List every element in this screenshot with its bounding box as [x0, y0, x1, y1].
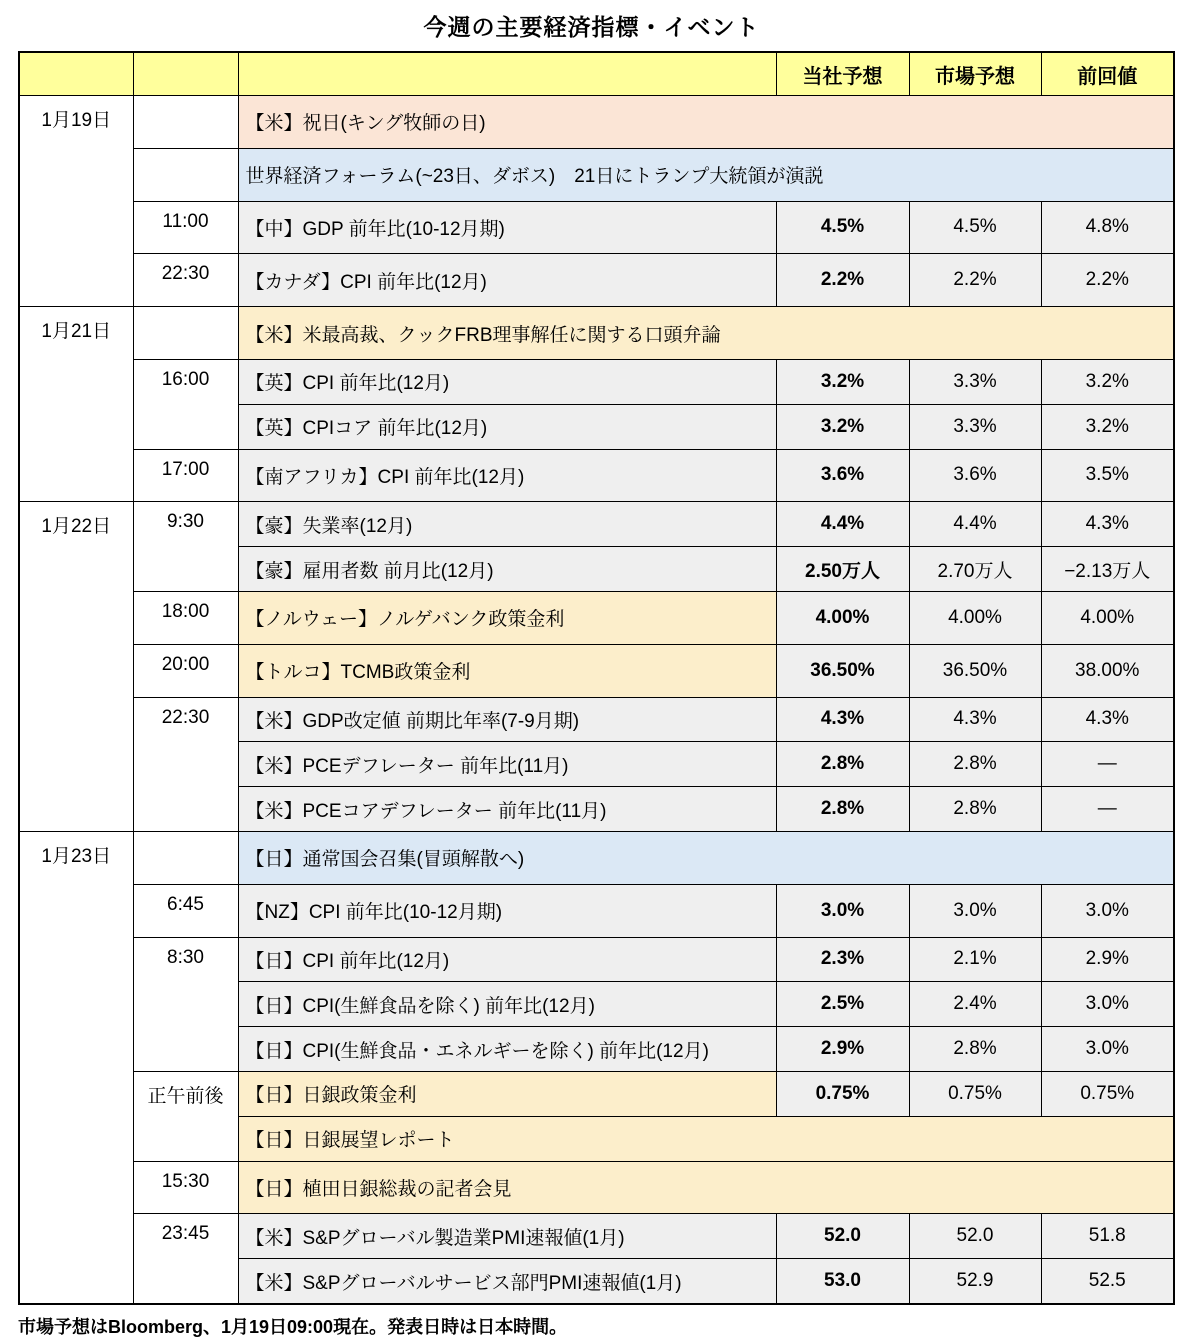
table-row	[19, 1071, 1174, 1116]
forecast-own-cell: 2.50万人	[776, 547, 909, 592]
date-cell: 1月21日	[19, 307, 133, 502]
forecast-market-cell: 2.8%	[909, 787, 1041, 832]
previous-cell: 3.0%	[1041, 982, 1174, 1027]
table-row	[19, 697, 1174, 742]
forecast-market-cell: 0.75%	[909, 1071, 1041, 1116]
forecast-own-cell: 2.3%	[776, 937, 909, 982]
forecast-own-cell: 2.8%	[776, 787, 909, 832]
table-body	[19, 96, 1174, 1304]
previous-cell: —	[1041, 742, 1174, 787]
table-row	[19, 502, 1174, 547]
table-row	[19, 1214, 1174, 1259]
forecast-own-cell: 0.75%	[776, 1071, 909, 1116]
previous-cell: 2.2%	[1041, 254, 1174, 307]
time-cell: 正午前後	[133, 1071, 238, 1161]
date-cell: 1月19日	[19, 96, 133, 307]
table-row	[19, 449, 1174, 502]
time-cell	[133, 148, 238, 201]
previous-cell: —	[1041, 787, 1174, 832]
event-cell: 【米】GDP改定値 前期比年率(7-9月期)	[238, 697, 776, 742]
event-cell: 【米】S&Pグローバル製造業PMI速報値(1月)	[238, 1214, 776, 1259]
economic-calendar-table	[18, 51, 1175, 1305]
time-cell	[133, 96, 238, 149]
date-cell: 1月23日	[19, 831, 133, 1303]
time-cell: 8:30	[133, 937, 238, 1071]
forecast-own-cell: 3.0%	[776, 884, 909, 937]
forecast-market-cell: 3.3%	[909, 359, 1041, 404]
event-cell: 【日】通常国会召集(冒頭解散へ)	[238, 831, 1174, 884]
table-row	[19, 1161, 1174, 1214]
forecast-market-cell: 36.50%	[909, 644, 1041, 697]
event-cell: 【南アフリカ】CPI 前年比(12月)	[238, 449, 776, 502]
event-cell: 【NZ】CPI 前年比(10-12月期)	[238, 884, 776, 937]
previous-cell: 3.0%	[1041, 1027, 1174, 1072]
forecast-market-cell: 2.2%	[909, 254, 1041, 307]
forecast-market-cell: 3.0%	[909, 884, 1041, 937]
forecast-market-cell: 2.1%	[909, 937, 1041, 982]
event-cell: 【トルコ】TCMB政策金利	[238, 644, 776, 697]
forecast-own-cell: 53.0	[776, 1259, 909, 1304]
header-event-cell	[238, 52, 776, 96]
forecast-own-cell: 4.3%	[776, 697, 909, 742]
time-cell: 18:00	[133, 591, 238, 644]
event-cell: 【豪】失業率(12月)	[238, 502, 776, 547]
header-forecast-market: 市場予想	[909, 52, 1041, 96]
time-cell: 22:30	[133, 254, 238, 307]
forecast-own-cell: 3.2%	[776, 404, 909, 449]
forecast-own-cell: 2.2%	[776, 254, 909, 307]
previous-cell: 4.3%	[1041, 697, 1174, 742]
forecast-market-cell: 52.0	[909, 1214, 1041, 1259]
event-cell: 【日】植田日銀総裁の記者会見	[238, 1161, 1174, 1214]
forecast-market-cell: 2.8%	[909, 1027, 1041, 1072]
event-cell: 【米】PCEコアデフレーター 前年比(11月)	[238, 787, 776, 832]
event-cell: 【日】CPI 前年比(12月)	[238, 937, 776, 982]
previous-cell: −2.13万人	[1041, 547, 1174, 592]
header-previous: 前回値	[1041, 52, 1174, 96]
event-cell: 【ノルウェー】ノルゲバンク政策金利	[238, 591, 776, 644]
time-cell: 15:30	[133, 1161, 238, 1214]
previous-cell: 38.00%	[1041, 644, 1174, 697]
table-row	[19, 359, 1174, 404]
event-cell: 世界経済フォーラム(~23日、ダボス) 21日にトランプ大統領が演説	[238, 148, 1174, 201]
forecast-market-cell: 4.5%	[909, 201, 1041, 254]
event-cell: 【日】CPI(生鮮食品・エネルギーを除く) 前年比(12月)	[238, 1027, 776, 1072]
forecast-own-cell: 52.0	[776, 1214, 909, 1259]
forecast-own-cell: 4.00%	[776, 591, 909, 644]
time-cell: 11:00	[133, 201, 238, 254]
table-row	[19, 884, 1174, 937]
table-row	[19, 148, 1174, 201]
table-row	[19, 254, 1174, 307]
table-row	[19, 644, 1174, 697]
time-cell: 16:00	[133, 359, 238, 449]
page-title: 今週の主要経済指標・イベント	[423, 14, 760, 40]
forecast-own-cell: 3.6%	[776, 449, 909, 502]
table-row	[19, 937, 1174, 982]
previous-cell: 3.0%	[1041, 884, 1174, 937]
previous-cell: 3.2%	[1041, 359, 1174, 404]
event-cell: 【英】CPIコア 前年比(12月)	[238, 404, 776, 449]
time-cell: 20:00	[133, 644, 238, 697]
event-cell: 【豪】雇用者数 前月比(12月)	[238, 547, 776, 592]
time-cell: 9:30	[133, 502, 238, 592]
previous-cell: 3.2%	[1041, 404, 1174, 449]
forecast-own-cell: 4.5%	[776, 201, 909, 254]
previous-cell: 51.8	[1041, 1214, 1174, 1259]
previous-cell: 3.5%	[1041, 449, 1174, 502]
previous-cell: 52.5	[1041, 1259, 1174, 1304]
previous-cell: 0.75%	[1041, 1071, 1174, 1116]
forecast-market-cell: 2.4%	[909, 982, 1041, 1027]
footnote: 市場予想はBloomberg、1月19日09:00現在。発表日時は日本時間。	[18, 1316, 568, 1337]
event-cell: 【日】CPI(生鮮食品を除く) 前年比(12月)	[238, 982, 776, 1027]
forecast-market-cell: 3.3%	[909, 404, 1041, 449]
event-cell: 【米】PCEデフレーター 前年比(11月)	[238, 742, 776, 787]
forecast-market-cell: 4.3%	[909, 697, 1041, 742]
forecast-market-cell: 52.9	[909, 1259, 1041, 1304]
event-cell: 【日】日銀政策金利	[238, 1071, 776, 1116]
time-cell: 22:30	[133, 697, 238, 831]
date-cell: 1月22日	[19, 502, 133, 832]
forecast-own-cell: 3.2%	[776, 359, 909, 404]
event-cell: 【カナダ】CPI 前年比(12月)	[238, 254, 776, 307]
event-cell: 【米】米最高裁、クックFRB理事解任に関する口頭弁論	[238, 307, 1174, 360]
forecast-market-cell: 3.6%	[909, 449, 1041, 502]
time-cell: 17:00	[133, 449, 238, 502]
event-cell: 【英】CPI 前年比(12月)	[238, 359, 776, 404]
previous-cell: 4.8%	[1041, 201, 1174, 254]
previous-cell: 4.00%	[1041, 591, 1174, 644]
previous-cell: 4.3%	[1041, 502, 1174, 547]
forecast-own-cell: 2.9%	[776, 1027, 909, 1072]
forecast-market-cell: 4.4%	[909, 502, 1041, 547]
header-row	[19, 52, 1174, 96]
event-cell: 【日】日銀展望レポート	[238, 1116, 1174, 1161]
table-row	[19, 831, 1174, 884]
header-time-cell	[133, 52, 238, 96]
time-cell	[133, 831, 238, 884]
forecast-market-cell: 2.8%	[909, 742, 1041, 787]
time-cell: 6:45	[133, 884, 238, 937]
event-cell: 【米】S&Pグローバルサービス部門PMI速報値(1月)	[238, 1259, 776, 1304]
previous-cell: 2.9%	[1041, 937, 1174, 982]
table-row	[19, 591, 1174, 644]
event-cell: 【米】祝日(キング牧師の日)	[238, 96, 1174, 149]
event-cell: 【中】GDP 前年比(10-12月期)	[238, 201, 776, 254]
table-row	[19, 96, 1174, 149]
forecast-market-cell: 2.70万人	[909, 547, 1041, 592]
forecast-own-cell: 36.50%	[776, 644, 909, 697]
header-forecast-own: 当社予想	[776, 52, 909, 96]
header-date-cell	[19, 52, 133, 96]
forecast-own-cell: 2.5%	[776, 982, 909, 1027]
time-cell	[133, 307, 238, 360]
table-row	[19, 201, 1174, 254]
forecast-own-cell: 2.8%	[776, 742, 909, 787]
time-cell: 23:45	[133, 1214, 238, 1304]
table-row	[19, 307, 1174, 360]
forecast-market-cell: 4.00%	[909, 591, 1041, 644]
forecast-own-cell: 4.4%	[776, 502, 909, 547]
